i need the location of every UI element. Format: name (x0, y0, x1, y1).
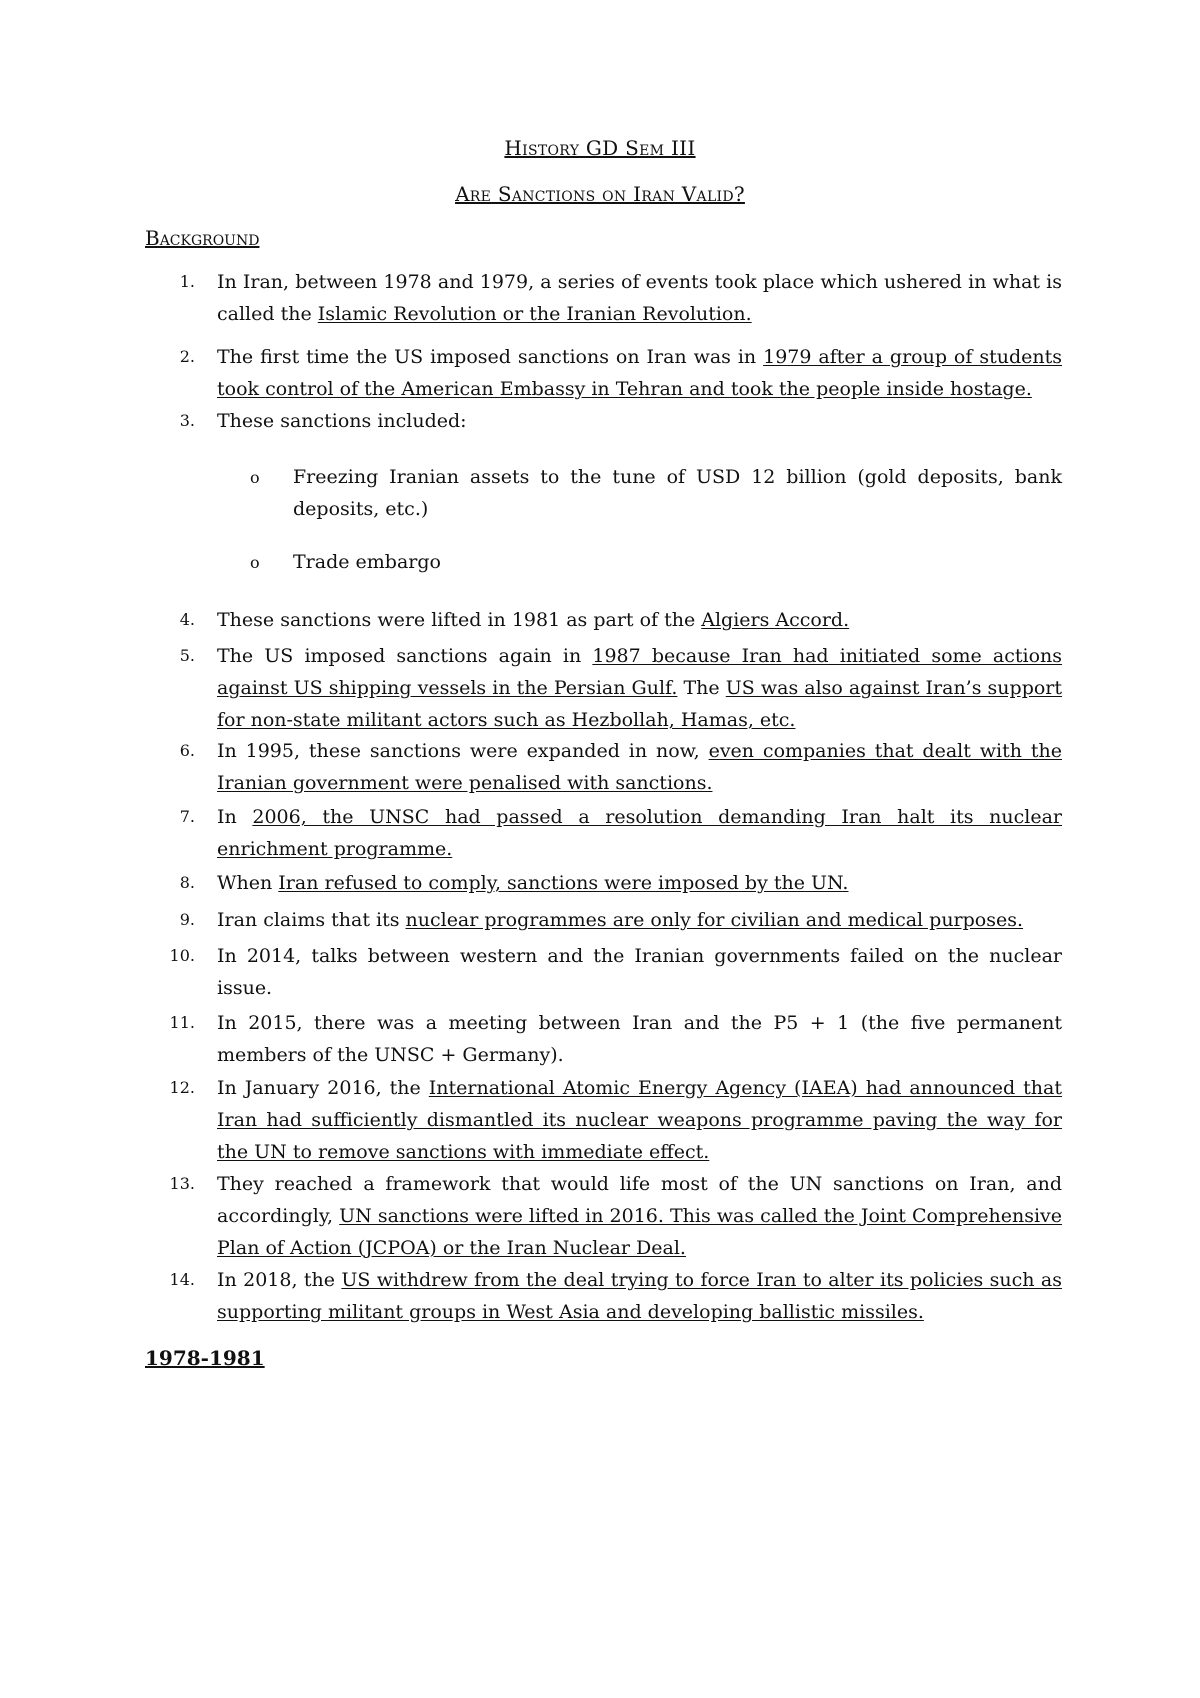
item-underlined-text: Iran refused to comply, sanctions were imposed by the UN. (278, 872, 849, 894)
item-text: When (217, 872, 279, 894)
item-underlined-text: International Atomic Energy Agency (IAEA) had announced that Iran had sufficiently dismantled its nuclear weapons programme paving the way for the UN to remove sanctions with immediate effect. (217, 1077, 1062, 1163)
item-text: These sanctions included: (217, 410, 467, 432)
sub-item-text: Freezing Iranian assets to the tune of USD 12 billion (gold deposits, bank deposits, etc.) (293, 466, 1062, 520)
item-number: 7. (179, 807, 195, 826)
item-text: Iran claims that its (217, 909, 406, 931)
item-text: In (217, 806, 253, 828)
bullet-icon: o (250, 553, 260, 572)
item-number: 3. (179, 411, 195, 430)
item-number: 13. (169, 1174, 195, 1193)
item-number: 2. (179, 347, 195, 366)
item-number: 9. (179, 910, 195, 929)
item-number: 12. (169, 1078, 195, 1097)
item-text: These sanctions were lifted in 1981 as part of the (217, 609, 702, 631)
item-underlined-text: Algiers Accord. (701, 609, 850, 631)
item-text: In 2015, there was a meeting between Iran and the P5 + 1 (the five permanent members of the UNSC + Germany). (217, 1012, 1062, 1066)
item-text: In 1995, these sanctions were expanded in now, (217, 740, 709, 762)
item-text: In 2014, talks between western and the Iranian governments failed on the nuclear issue. (217, 945, 1062, 999)
item-underlined-text: UN sanctions were lifted in 2016. This was called the Joint Comprehensive Plan of Action (JCPOA) or the Iran Nuclear Deal. (217, 1205, 1062, 1259)
document-subtitle: Are Sanctions on Iran Valid? (455, 182, 745, 206)
item-text: The first time the US imposed sanctions on Iran was in (217, 346, 764, 368)
item-underlined-text: US withdrew from the deal trying to force Iran to alter its policies such as supporting militant groups in West Asia and developing ballistic missiles. (217, 1269, 1062, 1323)
item-text: They reached a framework that would life most of the UN sanctions on Iran, and accordingly, (217, 1173, 1062, 1227)
item-number: 11. (169, 1013, 195, 1032)
item-underlined-text: even companies that dealt with the Iranian government were penalised with sanctions. (217, 740, 1062, 794)
bullet-icon: o (250, 468, 260, 487)
item-text: The US imposed sanctions again in (217, 645, 593, 667)
item-number: 4. (179, 610, 195, 629)
item-number: 1. (179, 272, 195, 291)
item-text: In 2018, the (217, 1269, 342, 1291)
sub-item-text: Trade embargo (293, 551, 441, 573)
item-number: 6. (179, 741, 195, 760)
item-number: 5. (179, 646, 195, 665)
section-heading-background: Background (145, 226, 260, 250)
item-underlined-text: Islamic Revolution or the Iranian Revolution. (317, 303, 752, 325)
document-title: History GD Sem III (504, 136, 696, 160)
item-underlined-text: 2006, the UNSC had passed a resolution demanding Iran halt its nuclear enrichment programme. (217, 806, 1062, 860)
item-text: In January 2016, the (217, 1077, 429, 1099)
item-number: 10. (169, 946, 195, 965)
item-underlined-text: US was also against Iran’s support for non-state militant actors such as Hezbollah, Hamas, etc. (217, 677, 1063, 731)
item-underlined-text: 1979 after a group of students took control of the American Embassy in Tehran and took the people inside hostage. (217, 346, 1062, 400)
item-number: 8. (179, 873, 195, 892)
section-heading-period: 1978-1981 (145, 1346, 265, 1370)
item-underlined-text: nuclear programmes are only for civilian and medical purposes. (405, 909, 1024, 931)
item-text: In Iran, between 1978 and 1979, a series of events took place which ushered in what is called the (217, 271, 1062, 325)
item-underlined-text: 1987 because Iran had initiated some actions against US shipping vessels in the Persian Gulf. (217, 645, 1063, 699)
item-number: 14. (169, 1270, 195, 1289)
item-text: The (677, 677, 726, 699)
